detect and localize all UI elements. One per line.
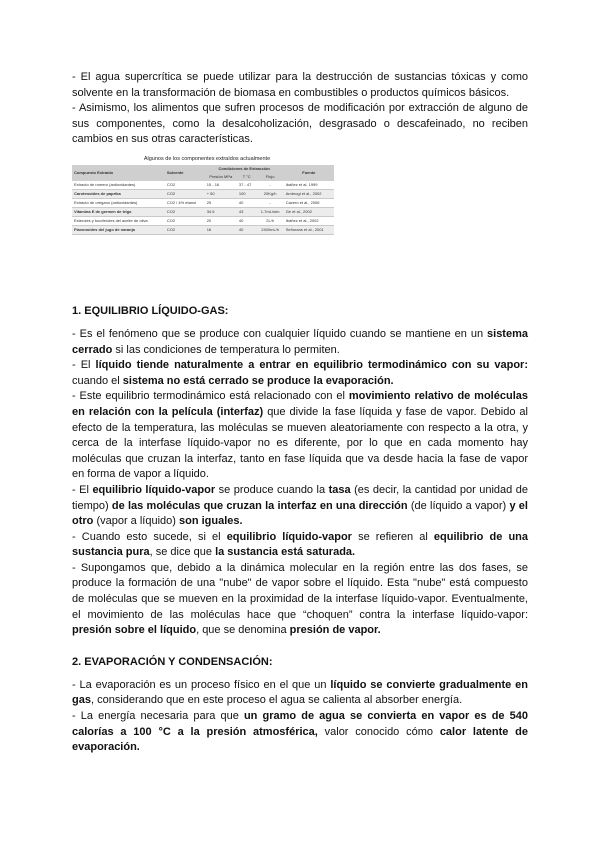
table-cell: - [269, 200, 271, 206]
table-cell: Extracto de romero (antioxidantes) [74, 182, 136, 188]
table-cell: Ibáñez et al. 1999 [285, 182, 318, 188]
table-cell: 25 [206, 200, 212, 206]
table-cell: CO2 [166, 218, 176, 224]
extraction-table [72, 165, 334, 235]
col-conditions: Condiciones de Extracción [205, 165, 284, 173]
intro-paragraph-2: - Asimismo, los alimentos que sufren procesos de modificación por extracción de alguno de sus componentes, como la desalcoholización, desgrasado o descafeinado, no reciben cambios en sus otras características. [72, 102, 528, 146]
col-pressure: Presión MPa [205, 173, 237, 181]
table-row [72, 198, 334, 207]
table-row [72, 216, 334, 225]
table-row [72, 181, 334, 190]
table-cell: Cavero et al., 2006 [285, 200, 320, 206]
table-cell: Ambrogi et al., 2002 [284, 189, 334, 198]
table-row [72, 189, 334, 198]
col-compound: Compuesto Extraído [72, 165, 165, 181]
table-cell: Extracto de orégano (antioxidantes) [74, 200, 138, 206]
table-cell: - [269, 182, 271, 188]
section-2-title: 2. EVAPORACIÓN Y CONDENSACIÓN: [72, 655, 273, 668]
section-1-paragraph-1: - Es el fenómeno que se produce con cualquier líquido cuando se mantiene en un sistema cerrado si las condiciones de temperatura lo permiten. [72, 327, 528, 356]
section-1-paragraph-6: - Supongamos que, debido a la dinámica molecular en la región entre las dos fases, se produce la formación de una "nube" de vapor sobre el líquido. Esta "nube" está compuesto de moléculas que se mueven en la proximidad de la interfase líquido-vapor. Eventualmente, el movimiento de las moléculas hace que “choquen” contra la interfase líquido-vapor: presión sobre el líquido, que se denomina presión de vapor. [72, 561, 528, 637]
extraction-table-figure [72, 156, 342, 296]
table-cell: 1.7mL/min [257, 207, 284, 216]
table-cell: Carotenoides de paprika [72, 189, 165, 198]
intro-paragraph-1: - El agua supercrítica se puede utilizar para la destrucción de sustancias tóxicas y como solvente en la transformación de biomasa en combustibles o productos químicos básicos. [72, 71, 528, 99]
table-cell: 15 - 16 [206, 182, 220, 188]
table-row [72, 207, 334, 216]
section-1-paragraph-5: - Cuando esto sucede, si el equilibrio líquido-vapor se refieren al equilibrio de una sustancia pura, se dice que la sustancia está saturada. [72, 530, 529, 559]
table-cell: 20Kg/h [257, 189, 284, 198]
section-1-paragraph-3: - Este equilibrio termodinámico está relacionado con el movimiento relativo de moléculas en relación con la película (interfaz) que divide la fase líquida y fase de vapor. Debido al efecto de la temperatura, las moléculas se mueven aleatoriamente con respecto a la otra, y cerca de la interfase líquido-vapor no es diferente, por lo que en cada momento hay moléculas que cruzan la interfaz, tanto en fase líquida que va desde hacia la fase de vapor en forma de vapor a líquido. [72, 390, 528, 481]
table-cell: CO2 [166, 182, 176, 188]
col-flow: Flujo [257, 173, 284, 181]
table-cell: CO2 [165, 225, 205, 234]
table-title: Algunos de los componentes extraídos actualmente [143, 155, 271, 162]
section-2-paragraph-1: - La evaporación es un proceso físico en el que un líquido se convierte gradualmente en gas, considerando que en este proceso el agua se calienta al absorber energía. [72, 678, 528, 707]
table-cell: 40 [238, 200, 244, 206]
table-cell: Ibáñez et al., 2002 [285, 218, 319, 224]
table-cell: Esteroles y tocoferoles del aceite de oliva [74, 218, 148, 224]
document-page [72, 70, 528, 756]
section-1-title: 1. EQUILIBRIO LÍQUIDO-GAS: [72, 304, 229, 317]
col-source: Fuente [284, 165, 334, 181]
table-cell: CO2 [165, 189, 205, 198]
table-cell: 100 [237, 189, 257, 198]
col-solvent: Solvente [165, 165, 205, 181]
table-cell: Ge et al., 2002 [284, 207, 334, 216]
col-temp: T °C [237, 173, 257, 181]
table-cell: CO2 / 4% etanol [166, 200, 197, 206]
table-row [72, 225, 334, 234]
table-cell: 16 [205, 225, 237, 234]
table-cell: 43 [237, 207, 257, 216]
table-cell: + 50 [205, 189, 237, 198]
table-cell: 34.5 [205, 207, 237, 216]
section-1-paragraph-2: - El líquido tiende naturalmente a entrar en equilibrio termodinámico con su vapor: cuando el sistema no está cerrado se produce la evaporación. [72, 359, 528, 387]
table-cell: Señorans et al., 2001 [284, 225, 334, 234]
table-cell: 37 - 47 [238, 182, 252, 188]
table-cell: 20 [206, 218, 212, 224]
table-cell: CO2 [165, 207, 205, 216]
table-cell: 2400mL/h [257, 225, 284, 234]
section-2-paragraph-2: - La energía necesaria para que un gramo de agua se convierta en vapor es de 540 calorías a 100 °C a la presión atmosférica, valor conocido cómo calor latente de evaporación. [72, 710, 528, 754]
table-cell: 40 [237, 225, 257, 234]
section-1-paragraph-4: - El equilibrio líquido-vapor se produce cuando la tasa (es decir, la cantidad por unidad de tiempo) de las moléculas que cruzan la interfaz en una dirección (de líquido a vapor) y el otro (vapor a líquido) son iguales. [72, 483, 528, 528]
table-cell: Vitamina E de germen de trigo [72, 207, 165, 216]
table-cell: 40 [238, 218, 244, 224]
table-cell: 2L/h [266, 218, 275, 224]
table-cell: Flavonoides del jugo de naranja [72, 225, 165, 234]
